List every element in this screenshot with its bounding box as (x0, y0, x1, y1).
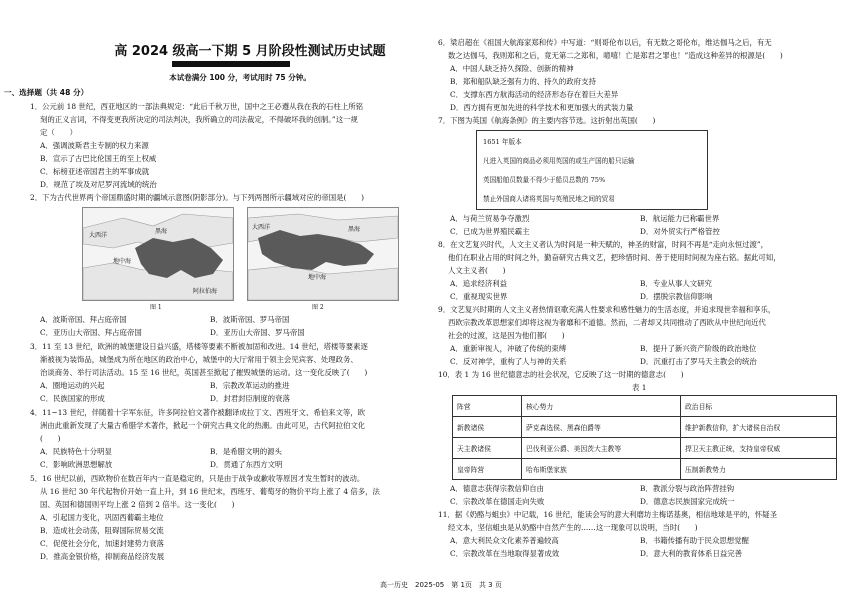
table-caption: 表 1 (632, 383, 647, 392)
table-cell: 皇帝阵营 (453, 459, 522, 480)
map-label: 大西洋 (252, 224, 271, 231)
redaction-bar (172, 61, 290, 67)
question-3-stem (30, 340, 430, 379)
map-figure-2 (247, 207, 399, 301)
option: A．与荷兰贸易争夺激烈 (450, 214, 530, 223)
option: C．促使社会分化，加速封建势力衰落 (40, 539, 164, 548)
table-cell: 巴伐利亚公爵、美因茨大主教等 (522, 438, 681, 459)
question-line: 西欧宗教改革思想家们却将这视为奢靡和不道德。然而，二者却又共同推动了西欧从中世纪向近代 (448, 318, 766, 327)
table-1 (452, 395, 837, 480)
option: B．郑和船队缺乏强有力的、持久的政府支持 (450, 77, 596, 86)
table-cell: 政治目标 (681, 396, 837, 417)
map-label: 黑海 (155, 228, 168, 235)
question-line: 他们在职业占用的时间之外，勤奋研究古典文艺，把珍惜时间、善于使用时间视为座右铭。据此可知， (448, 253, 781, 262)
option: C．宗教改革在德国走向失败 (450, 497, 545, 506)
option: C．影响欧洲思想解放 (40, 460, 113, 469)
table-row (453, 438, 837, 459)
question-line: 人文主义者( ) (448, 266, 506, 275)
option: C．亚历山大帝国、拜占庭帝国 (40, 328, 142, 337)
option: A．追求经济利益 (450, 279, 508, 288)
table-cell: 压制新教势力 (681, 459, 837, 480)
question-11-stem (438, 508, 843, 534)
option: B．是希腊文明的源头 (210, 447, 282, 456)
option: A．强调波斯君主专制的权力来源 (40, 141, 149, 150)
option: D．沉重打击了罗马天主教会的统治 (640, 357, 757, 366)
table-cell: 维护新教信仰，扩大诸侯自治权 (681, 417, 837, 438)
question-line: 经文本，坚信蛆虫是从奶酪中自然产生的……这一现象可以说明，当时( ) (448, 523, 698, 532)
map-2-caption: 图 2 (312, 304, 324, 311)
question-line: 数之达伽马，我则郑和之后，竟无第二之郑和，噫嘻！亡是郑君之罪也！”造成这种差异的根源是( ) (448, 51, 783, 60)
option: C．支撑东西方航海活动的经济形态存在着巨大差异 (450, 90, 619, 99)
excerpt-line: 1651 年版本 (483, 138, 522, 146)
map-label: 地中海 (308, 274, 327, 281)
question-line: 1．公元前 18 世纪，西亚地区的一部法典规定：“此后千秋万世，国中之王必遵从我在我的石柱上所铭 (30, 102, 363, 111)
table-row (453, 396, 837, 417)
table-cell: 天主教诸侯 (453, 438, 522, 459)
option: B．宗教改革运动的推进 (210, 381, 290, 390)
option: A．圈地运动的兴起 (40, 381, 105, 390)
question-1-stem (30, 100, 430, 139)
map-label: 地中海 (113, 258, 132, 265)
option: B．专业从事人文研究 (640, 279, 712, 288)
navigation-act-excerpt-box (476, 130, 708, 210)
option: D．意大利的教育体系日益完善 (640, 549, 743, 558)
question-line: 刻的正义言词，不得变更我所决定的司法判决，我所确立的司法裁定，不得破坏我的创制。”这一规 (40, 115, 358, 124)
option: D．封君封臣制度的衰落 (210, 394, 290, 403)
option: D．推高金银价格，抑制商品经济发展 (40, 552, 165, 561)
option: B．宣示了古巴比伦国王的至上权威 (40, 154, 157, 163)
map-label: 大西洋 (89, 232, 108, 239)
question-line: 9．文艺复兴时期的人文主义者热情讴歌充满人性要求和感性魅力的生活态度，并追求现世幸福和享乐， (438, 305, 776, 314)
option: C．重视现实世界 (450, 292, 508, 301)
excerpt-line: 凡进入英国的商品必须用英国的或生产国的船只运输 (483, 157, 635, 165)
table-cell: 哈布斯堡家族 (522, 459, 681, 480)
section-heading: 一、选择题（共 48 分） (4, 88, 89, 97)
question-line: 定（ ） (40, 128, 77, 137)
option: A．引起国力变化，巩固西葡霸主地位 (40, 513, 164, 522)
table-cell: 阵营 (453, 396, 522, 417)
question-line: 国、英国和德国则平均上涨 2 倍到 2 倍半。这一变化( ) (40, 500, 235, 509)
page-subtitle: 本试卷满分 100 分，考试用时 75 分钟。 (169, 73, 311, 82)
option: D．亚历山大帝国、罗马帝国 (210, 328, 305, 337)
question-2-stem: 2．下为古代世界两个帝国鼎盛时期的疆域示意图(阴影部分)。与下列两图所示疆域对应的帝国是( ) (30, 193, 365, 202)
option: D．摆脱宗教信仰影响 (640, 292, 713, 301)
question-line: ( ) (40, 434, 61, 443)
option: A．中国人缺乏持久探险、创新的精神 (450, 64, 574, 73)
table-cell: 新教诸侯 (453, 417, 522, 438)
option: A．意大利民众文化素养普遍较高 (450, 536, 559, 545)
question-9-stem (438, 303, 843, 342)
question-line: 治谈商务、举行司法活动。15 至 16 世纪，英国甚至掀起了摧毁城堡的运动。这一变化反映了( ) (40, 368, 368, 377)
option: B．教派分裂与政治阵营挂钩 (640, 484, 735, 493)
option: A．波斯帝国、拜占庭帝国 (40, 315, 127, 324)
page-footer: 高一历史 2025-05 第 1页 共 3 页 (380, 581, 502, 589)
excerpt-line: 英国船舶员数量不得少于船员总数的 75% (483, 176, 606, 184)
question-7-stem: 7．下图为英国《航海条例》的主要内容节选。这折射出英国( ) (438, 116, 656, 125)
map-label: 阿拉伯海 (193, 288, 218, 295)
question-line: 渐被视为装饰品，城堡成为所在地区的政治中心，城堡中的大厅常用于领主会见宾客、处理政务、 (40, 355, 358, 364)
map-label: 黑海 (348, 226, 361, 233)
option: B．造成社会动荡，阻碍国际贸易交流 (40, 526, 164, 535)
question-5-stem (30, 472, 430, 511)
table-cell: 萨克森选侯、黑森伯爵等 (522, 417, 681, 438)
option: A．民族特色十分明显 (40, 447, 112, 456)
option: C．民族国家的形成 (40, 394, 105, 403)
question-line: 5．16 世纪以前，西欧物价在数百年内一直是稳定的，只是由于战争或歉收等原因才发生暂时的波动。 (30, 474, 365, 483)
option: D．规范了埃及对尼罗河流域的统治 (40, 180, 157, 189)
excerpt-line: 禁止外国商人诸将英国与英殖民地之间的贸易 (483, 195, 615, 203)
question-line: 4．11~13 世纪，伴随着十字军东征，许多阿拉伯文著作被翻译成拉丁文、西班牙文、希伯来文等，欧 (30, 408, 366, 417)
option: C．宗教改革在当地取得显著成效 (450, 549, 560, 558)
map-2-svg (248, 208, 398, 300)
question-10-stem: 10．表 1 为 16 世纪德意志的社会状况，它反映了这一时期的德意志( ) (438, 370, 684, 379)
option: C．标榜亚述帝国君主的军事成就 (40, 167, 150, 176)
map-1-caption: 图 1 (150, 304, 162, 311)
question-line: 11．据《奶酪与蛆虫》中记载，16 世纪，能读会写的意大利磨坊主梅诺基奥，相信地球是平的，怀疑圣 (438, 510, 777, 519)
question-line: 8．在文艺复兴时代，人文主义者认为时间是一种天赋的，神圣的财富，时间不再是“走向永恒过渡”， (438, 240, 769, 249)
option: C．反对神学，重构了人与神的关系 (450, 357, 567, 366)
table-row (453, 417, 837, 438)
option: B．波斯帝国、罗马帝国 (210, 315, 290, 324)
question-4-stem (30, 406, 430, 445)
question-8-stem (438, 238, 843, 277)
option: D．贯通了东西方文明 (210, 460, 283, 469)
question-6-stem (438, 36, 843, 62)
table-cell: 捍卫天主教正统，支持皇帝权威 (681, 438, 837, 459)
table-cell: 核心势力 (522, 396, 681, 417)
option: A．德意志获得宗教信仰自由 (450, 484, 545, 493)
question-line: 3．11 至 13 世纪，欧洲的城堡建设日益兴盛，塔楼等要素不断被加固和改进。14 世纪，塔楼等要素逐 (30, 342, 368, 351)
option: B．提升了新兴资产阶级的政治地位 (640, 344, 757, 353)
page-title: 高 2024 级高一下期 5 月阶段性测试历史试题 (114, 44, 386, 59)
option: C．已成为世界殖民霸主 (450, 227, 530, 236)
option: A．重新审视人，冲破了传统的束缚 (450, 344, 567, 353)
question-line: 6．梁启超在《祖国大航海家郑和传》中写道：“则哥伦布以后，有无数之哥伦布，维达伽马之后，有无 (438, 38, 772, 47)
option: B．航运能力已称霸世界 (640, 214, 720, 223)
map-figure-1 (82, 207, 234, 301)
table-row (453, 459, 837, 480)
option: B．书籍传播有助于民众思想觉醒 (640, 536, 749, 545)
option: D．西方拥有更加先进的科学技术和更加强大的武装力量 (450, 103, 634, 112)
option: D．德意志民族国家完成统一 (640, 497, 735, 506)
question-line: 社会的过渡，这是因为他们都( ) (448, 331, 565, 340)
question-line: 洲由此重新发现了大量古希腊学术著作，掀起一个研究古典文化的热潮。由此可见，古代阿拉伯文化 (40, 421, 366, 430)
question-line: 从 16 世纪 30 年代起物价开始一直上升，到 16 世纪末，西班牙、葡萄牙的物价平均上涨了 4 倍多，法 (40, 487, 380, 496)
option: D．对外贸实行严格管控 (640, 227, 720, 236)
